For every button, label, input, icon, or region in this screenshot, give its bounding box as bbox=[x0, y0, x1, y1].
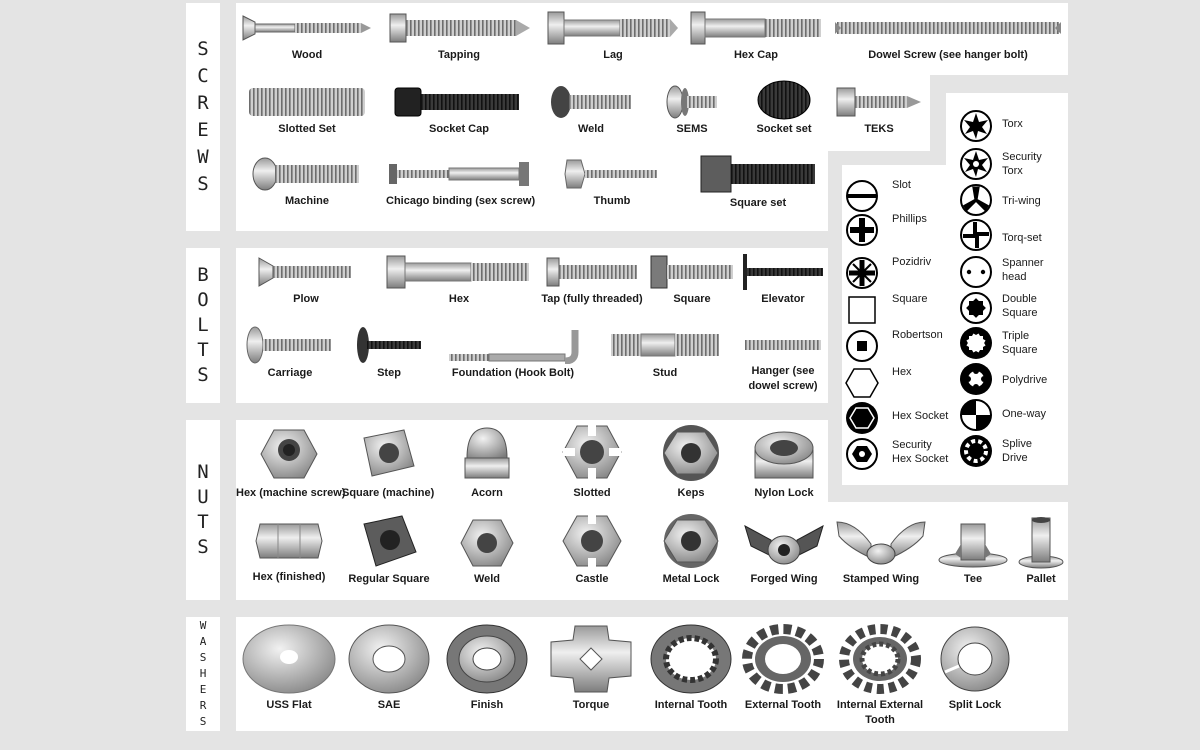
nut-regular-square bbox=[344, 512, 434, 587]
elevator-bolt-icon bbox=[741, 254, 825, 290]
washer-split-lock bbox=[934, 622, 1016, 713]
screw-square-set bbox=[698, 154, 818, 211]
caption: Split Lock bbox=[948, 699, 1002, 711]
caption: USS Flat bbox=[266, 699, 312, 711]
caption: Lag bbox=[603, 49, 623, 61]
triple-square-drive-icon bbox=[958, 325, 994, 361]
bolt-tap bbox=[540, 254, 644, 307]
drive-security-hex-socket bbox=[844, 436, 952, 472]
internal-tooth-washer-icon bbox=[649, 622, 733, 696]
screw-machine bbox=[250, 156, 364, 209]
nut-acorn bbox=[452, 424, 522, 501]
caption: Acorn bbox=[471, 487, 503, 499]
caption: Foundation (Hook Bolt) bbox=[451, 367, 575, 379]
caption: Metal Lock bbox=[662, 573, 720, 585]
hex-finished-nut-icon bbox=[254, 514, 324, 568]
torx-drive-icon bbox=[958, 108, 994, 144]
sems-screw-icon bbox=[665, 84, 719, 120]
drive-one-way bbox=[958, 397, 1046, 433]
caption: Weld bbox=[473, 573, 501, 585]
bolt-hex bbox=[384, 254, 534, 307]
section-label-nuts bbox=[186, 420, 220, 600]
bolt-carriage bbox=[244, 326, 336, 381]
caption: Finish bbox=[470, 699, 504, 711]
acorn-nut-icon bbox=[457, 424, 517, 484]
dowel-screw-icon bbox=[833, 10, 1063, 46]
caption: Torque bbox=[572, 699, 610, 711]
drive-label: Security Torx bbox=[1002, 151, 1042, 177]
drive-label: Spanner head bbox=[1002, 257, 1044, 283]
caption: Hex Cap bbox=[733, 49, 779, 61]
caption: Castle bbox=[575, 573, 609, 585]
screw-sems bbox=[664, 84, 720, 137]
polydrive-drive-icon bbox=[958, 361, 994, 397]
drive-label: Robertson bbox=[892, 329, 943, 341]
pozidriv-drive-icon bbox=[844, 255, 880, 291]
socket-cap-screw-icon bbox=[393, 84, 525, 120]
drive-label: Hex bbox=[892, 366, 912, 378]
uss-flat-washer-icon bbox=[241, 622, 337, 696]
metal-lock-nut-icon bbox=[660, 512, 722, 570]
drive-pozidriv bbox=[844, 255, 931, 291]
caption: Keps bbox=[677, 487, 705, 499]
hex-nut-icon bbox=[259, 424, 319, 484]
bolt-elevator bbox=[740, 254, 826, 307]
bolt-square bbox=[648, 254, 736, 307]
washer-finish bbox=[444, 622, 530, 713]
bolt-stud bbox=[608, 326, 722, 381]
security-hex-socket-drive-icon bbox=[844, 436, 880, 472]
step-bolt-icon bbox=[355, 326, 423, 364]
caption: Chicago binding (sex screw) bbox=[386, 195, 536, 207]
screw-chicago bbox=[386, 156, 534, 209]
drive-torq-set bbox=[958, 217, 1042, 253]
screw-socket-cap bbox=[392, 84, 526, 137]
weld-screw-icon bbox=[549, 84, 633, 120]
bolt-foundation bbox=[446, 326, 580, 381]
chicago-binding-screw-icon bbox=[387, 156, 533, 192]
hanger-bolt-icon bbox=[741, 326, 825, 364]
drive-label: Hex Socket bbox=[892, 410, 949, 422]
screw-lag bbox=[545, 10, 681, 63]
caption: Tapping bbox=[438, 49, 480, 61]
screw-tapping bbox=[385, 10, 533, 63]
drive-hex bbox=[844, 365, 912, 401]
screw-wood bbox=[240, 10, 374, 63]
stamped-wing-nut-icon bbox=[835, 514, 927, 570]
drive-label: One-way bbox=[1002, 408, 1047, 420]
drive-robertson bbox=[844, 328, 943, 364]
lag-screw-icon bbox=[546, 10, 680, 46]
caption: Slotted bbox=[573, 487, 611, 499]
screw-hex-cap bbox=[688, 10, 824, 63]
washer-torque bbox=[546, 622, 636, 713]
nylon-lock-nut-icon bbox=[751, 424, 817, 484]
screw-socket-set bbox=[752, 80, 816, 137]
double-square-drive-icon bbox=[958, 290, 994, 326]
caption: Internal External Tooth bbox=[836, 699, 924, 726]
nut-pallet bbox=[1016, 514, 1066, 587]
section-label-text: N U T S bbox=[197, 461, 209, 558]
nut-hex-machine bbox=[236, 424, 346, 501]
tee-nut-icon bbox=[935, 514, 1011, 570]
castle-nut-icon bbox=[561, 512, 623, 570]
security-torx-drive-icon bbox=[958, 146, 994, 182]
square-bolt-icon bbox=[649, 254, 735, 290]
caption: Elevator bbox=[761, 293, 805, 305]
caption: Hex (machine screw) bbox=[236, 487, 346, 499]
drive-label: Square bbox=[892, 293, 928, 305]
nut-hex-finished bbox=[248, 514, 330, 585]
slot-drive-icon bbox=[844, 178, 880, 214]
caption: Forged Wing bbox=[750, 573, 818, 585]
drive-square bbox=[844, 292, 927, 328]
robertson-drive-icon bbox=[844, 328, 880, 364]
carriage-bolt-icon bbox=[245, 326, 335, 364]
thumb-screw-icon bbox=[563, 156, 661, 192]
tapping-screw-icon bbox=[386, 10, 532, 46]
caption: Carriage bbox=[267, 367, 313, 379]
drive-security-torx bbox=[958, 146, 1052, 182]
caption: Socket set bbox=[756, 123, 812, 135]
caption: Wood bbox=[291, 49, 323, 61]
drive-label: Pozidriv bbox=[892, 256, 932, 268]
caption: Plow bbox=[293, 293, 319, 305]
regular-square-nut-icon bbox=[358, 512, 420, 570]
caption: Tee bbox=[963, 573, 983, 585]
nut-slotted bbox=[556, 420, 628, 501]
section-label-text: B O L T S bbox=[197, 264, 209, 386]
screw-weld bbox=[548, 84, 634, 137]
drive-polydrive bbox=[958, 361, 1047, 397]
tap-bolt-icon bbox=[543, 254, 641, 290]
caption: Square set bbox=[729, 197, 787, 209]
caption: TEKS bbox=[864, 123, 894, 135]
square-nut-icon bbox=[358, 424, 418, 484]
nut-tee bbox=[934, 514, 1012, 587]
hex-socket-drive-icon bbox=[844, 400, 880, 436]
caption: Internal Tooth bbox=[654, 699, 728, 711]
hex-cap-screw-icon bbox=[689, 10, 823, 46]
drive-double-square bbox=[958, 290, 1052, 326]
foundation-hook-bolt-icon bbox=[447, 326, 579, 364]
tri-wing-drive-icon bbox=[958, 182, 994, 218]
drive-label: Polydrive bbox=[1002, 374, 1048, 386]
nut-castle bbox=[558, 512, 626, 587]
caption: Weld bbox=[577, 123, 605, 135]
drive-splive bbox=[958, 433, 1052, 469]
slotted-nut-icon bbox=[559, 420, 625, 484]
screw-slotted-set bbox=[240, 84, 374, 137]
split-lock-washer-icon bbox=[937, 622, 1013, 696]
drive-label: Splive Drive bbox=[1002, 438, 1032, 464]
drive-spanner bbox=[958, 254, 1052, 290]
caption: Hex bbox=[448, 293, 470, 305]
section-label-washers bbox=[186, 617, 220, 731]
washer-external-tooth bbox=[740, 622, 826, 713]
external-tooth-washer-icon bbox=[741, 622, 825, 696]
stud-bolt-icon bbox=[609, 326, 721, 364]
square-set-screw-icon bbox=[699, 154, 817, 194]
caption: Hex (finished) bbox=[252, 571, 326, 583]
caption: Square bbox=[673, 293, 711, 305]
drive-slot bbox=[844, 178, 911, 214]
bolt-step bbox=[354, 326, 424, 381]
hex-drive-icon bbox=[844, 365, 880, 401]
drive-triple-square bbox=[958, 325, 1052, 361]
spanner-head-drive-icon bbox=[958, 254, 994, 290]
sae-washer-icon bbox=[347, 622, 431, 696]
drive-torx bbox=[958, 108, 1023, 144]
washer-uss-flat bbox=[240, 622, 338, 713]
one-way-drive-icon bbox=[958, 397, 994, 433]
caption: Step bbox=[377, 367, 401, 379]
wood-screw-icon bbox=[241, 10, 373, 46]
screw-dowel bbox=[832, 10, 1064, 63]
nut-stamped-wing bbox=[834, 514, 928, 587]
screw-thumb bbox=[562, 156, 662, 209]
section-label-screws bbox=[186, 3, 220, 231]
drive-label: Phillips bbox=[892, 213, 927, 225]
nut-square-machine bbox=[342, 424, 434, 501]
hex-bolt-icon bbox=[385, 254, 533, 290]
drive-hex-socket bbox=[844, 400, 948, 436]
nut-weld bbox=[456, 516, 518, 587]
caption: Dowel Screw (see hanger bolt) bbox=[868, 49, 1028, 61]
torque-washer-icon bbox=[547, 622, 635, 696]
bolt-hanger bbox=[740, 326, 826, 394]
bolt-plow bbox=[256, 254, 356, 307]
drive-phillips bbox=[844, 212, 927, 248]
phillips-drive-icon bbox=[844, 212, 880, 248]
nut-forged-wing bbox=[742, 516, 826, 587]
caption: SEMS bbox=[676, 123, 708, 135]
caption: Socket Cap bbox=[429, 123, 489, 135]
washer-internal-tooth bbox=[646, 622, 736, 713]
drive-label: Triple Square bbox=[1002, 330, 1038, 356]
splive-drive-icon bbox=[958, 433, 994, 469]
section-label-text: S C R E W S bbox=[197, 38, 209, 195]
caption: Stud bbox=[652, 367, 678, 379]
finish-washer-icon bbox=[445, 622, 529, 696]
caption: Thumb bbox=[593, 195, 631, 207]
drive-label: Tri-wing bbox=[1002, 195, 1041, 207]
nut-nylon-lock bbox=[748, 424, 820, 501]
caption: Square (machine) bbox=[342, 487, 435, 499]
socket-set-screw-icon bbox=[753, 80, 815, 120]
caption: Pallet bbox=[1026, 573, 1056, 585]
section-label-bolts bbox=[186, 248, 220, 403]
caption: Tap (fully threaded) bbox=[541, 293, 643, 305]
weld-nut-icon bbox=[459, 516, 515, 570]
nut-metal-lock bbox=[656, 512, 726, 587]
plow-bolt-icon bbox=[257, 254, 355, 290]
internal-external-tooth-washer-icon bbox=[838, 622, 922, 696]
keps-nut-icon bbox=[660, 422, 722, 484]
torq-set-drive-icon bbox=[958, 217, 994, 253]
slotted-set-screw-icon bbox=[241, 84, 373, 120]
drive-label: Double Square bbox=[1002, 293, 1038, 319]
washer-internal-external-tooth bbox=[834, 622, 926, 728]
drive-label: Torx bbox=[1002, 118, 1023, 130]
drive-label: Slot bbox=[892, 179, 911, 191]
forged-wing-nut-icon bbox=[743, 516, 825, 570]
drive-label: Security Hex Socket bbox=[892, 439, 949, 465]
pallet-nut-icon bbox=[1017, 514, 1065, 570]
caption: Stamped Wing bbox=[842, 573, 920, 585]
caption: SAE bbox=[377, 699, 401, 711]
machine-screw-icon bbox=[251, 156, 363, 192]
square-drive-icon bbox=[844, 292, 880, 328]
caption: Slotted Set bbox=[278, 123, 336, 135]
screw-teks bbox=[834, 84, 924, 137]
washer-sae bbox=[346, 622, 432, 713]
caption: Hanger (see dowel screw) bbox=[748, 365, 818, 392]
section-label-text: W A S H E R S bbox=[199, 619, 207, 728]
teks-screw-icon bbox=[835, 84, 923, 120]
drive-tri-wing bbox=[958, 182, 1041, 218]
nut-keps bbox=[658, 422, 724, 501]
caption: External Tooth bbox=[744, 699, 822, 711]
drive-label: Torq-set bbox=[1002, 232, 1042, 244]
caption: Machine bbox=[284, 195, 329, 207]
caption: Nylon Lock bbox=[754, 487, 814, 499]
caption: Regular Square bbox=[348, 573, 430, 585]
